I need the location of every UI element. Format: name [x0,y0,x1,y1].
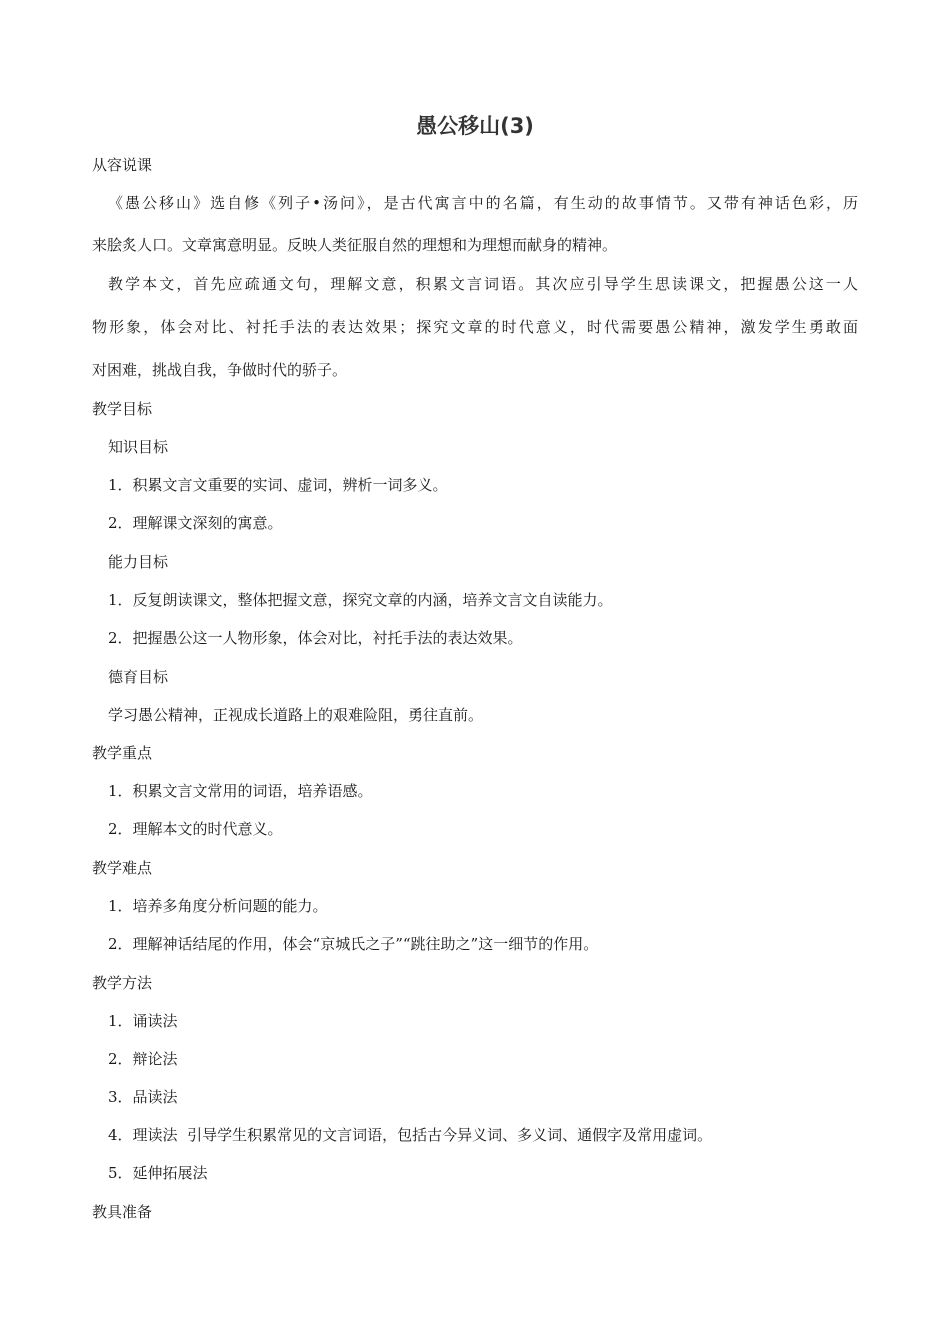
list-item: 2．理解本文的时代意义。 [108,820,283,838]
section-heading-goals: 教学目标 [92,400,153,418]
subheading-ability-goals: 能力目标 [108,553,169,571]
list-item: 1．积累文言文重要的实词、虚词，辨析一词多义。 [108,476,448,494]
section-heading-congrong: 从容说课 [92,156,153,174]
intro-paragraph-2-line-1: 教学本文，首先应疏通文句，理解文意，积累文言词语。其次应引导学生思读课文，把握愚公这一人 [108,275,858,293]
list-item: 3．品读法 [108,1088,178,1106]
section-heading-difficulties: 教学难点 [92,859,153,877]
list-item: 1．积累文言文常用的词语，培养语感。 [108,782,373,800]
intro-paragraph-1-line-2: 来脍炙人口。文章寓意明显。反映人类征服自然的理想和为理想而献身的精神。 [92,236,618,254]
section-heading-key-points: 教学重点 [92,744,153,762]
list-item: 1．培养多角度分析问题的能力。 [108,897,328,915]
subheading-knowledge-goals: 知识目标 [108,438,169,456]
list-item: 5．延伸拓展法 [108,1164,208,1182]
document-title: 愚公移山(3) [416,114,534,138]
intro-paragraph-1-line-1: 《愚公移山》选自修《列子•汤问》，是古代寓言中的名篇，有生动的故事情节。又带有神话色彩，历 [108,194,858,212]
list-item: 2．辩论法 [108,1050,178,1068]
list-item: 2．理解神话结尾的作用，体会“京城氏之子”“跳往助之”这一细节的作用。 [108,935,599,953]
section-heading-tools: 教具准备 [92,1203,153,1221]
subheading-moral-goals: 德育目标 [108,668,169,686]
section-heading-methods: 教学方法 [92,974,153,992]
list-item: 1．诵读法 [108,1012,178,1030]
intro-paragraph-2-line-3: 对困难，挑战自我，争做时代的骄子。 [92,361,348,379]
moral-goal-text: 学习愚公精神，正视成长道路上的艰难险阻，勇往直前。 [108,706,484,724]
list-item: 4．理读法 引导学生积累常见的文言词语，包括古今异义词、多义词、通假字及常用虚词。 [108,1126,713,1144]
list-item: 2．理解课文深刻的寓意。 [108,514,283,532]
list-item: 2．把握愚公这一人物形象，体会对比，衬托手法的表达效果。 [108,629,523,647]
intro-paragraph-2-line-2: 物形象，体会对比、衬托手法的表达效果；探究文章的时代意义，时代需要愚公精神，激发学生勇敢面 [92,318,858,336]
list-item: 1．反复朗读课文，整体把握文意，探究文章的内涵，培养文言文自读能力。 [108,591,613,609]
